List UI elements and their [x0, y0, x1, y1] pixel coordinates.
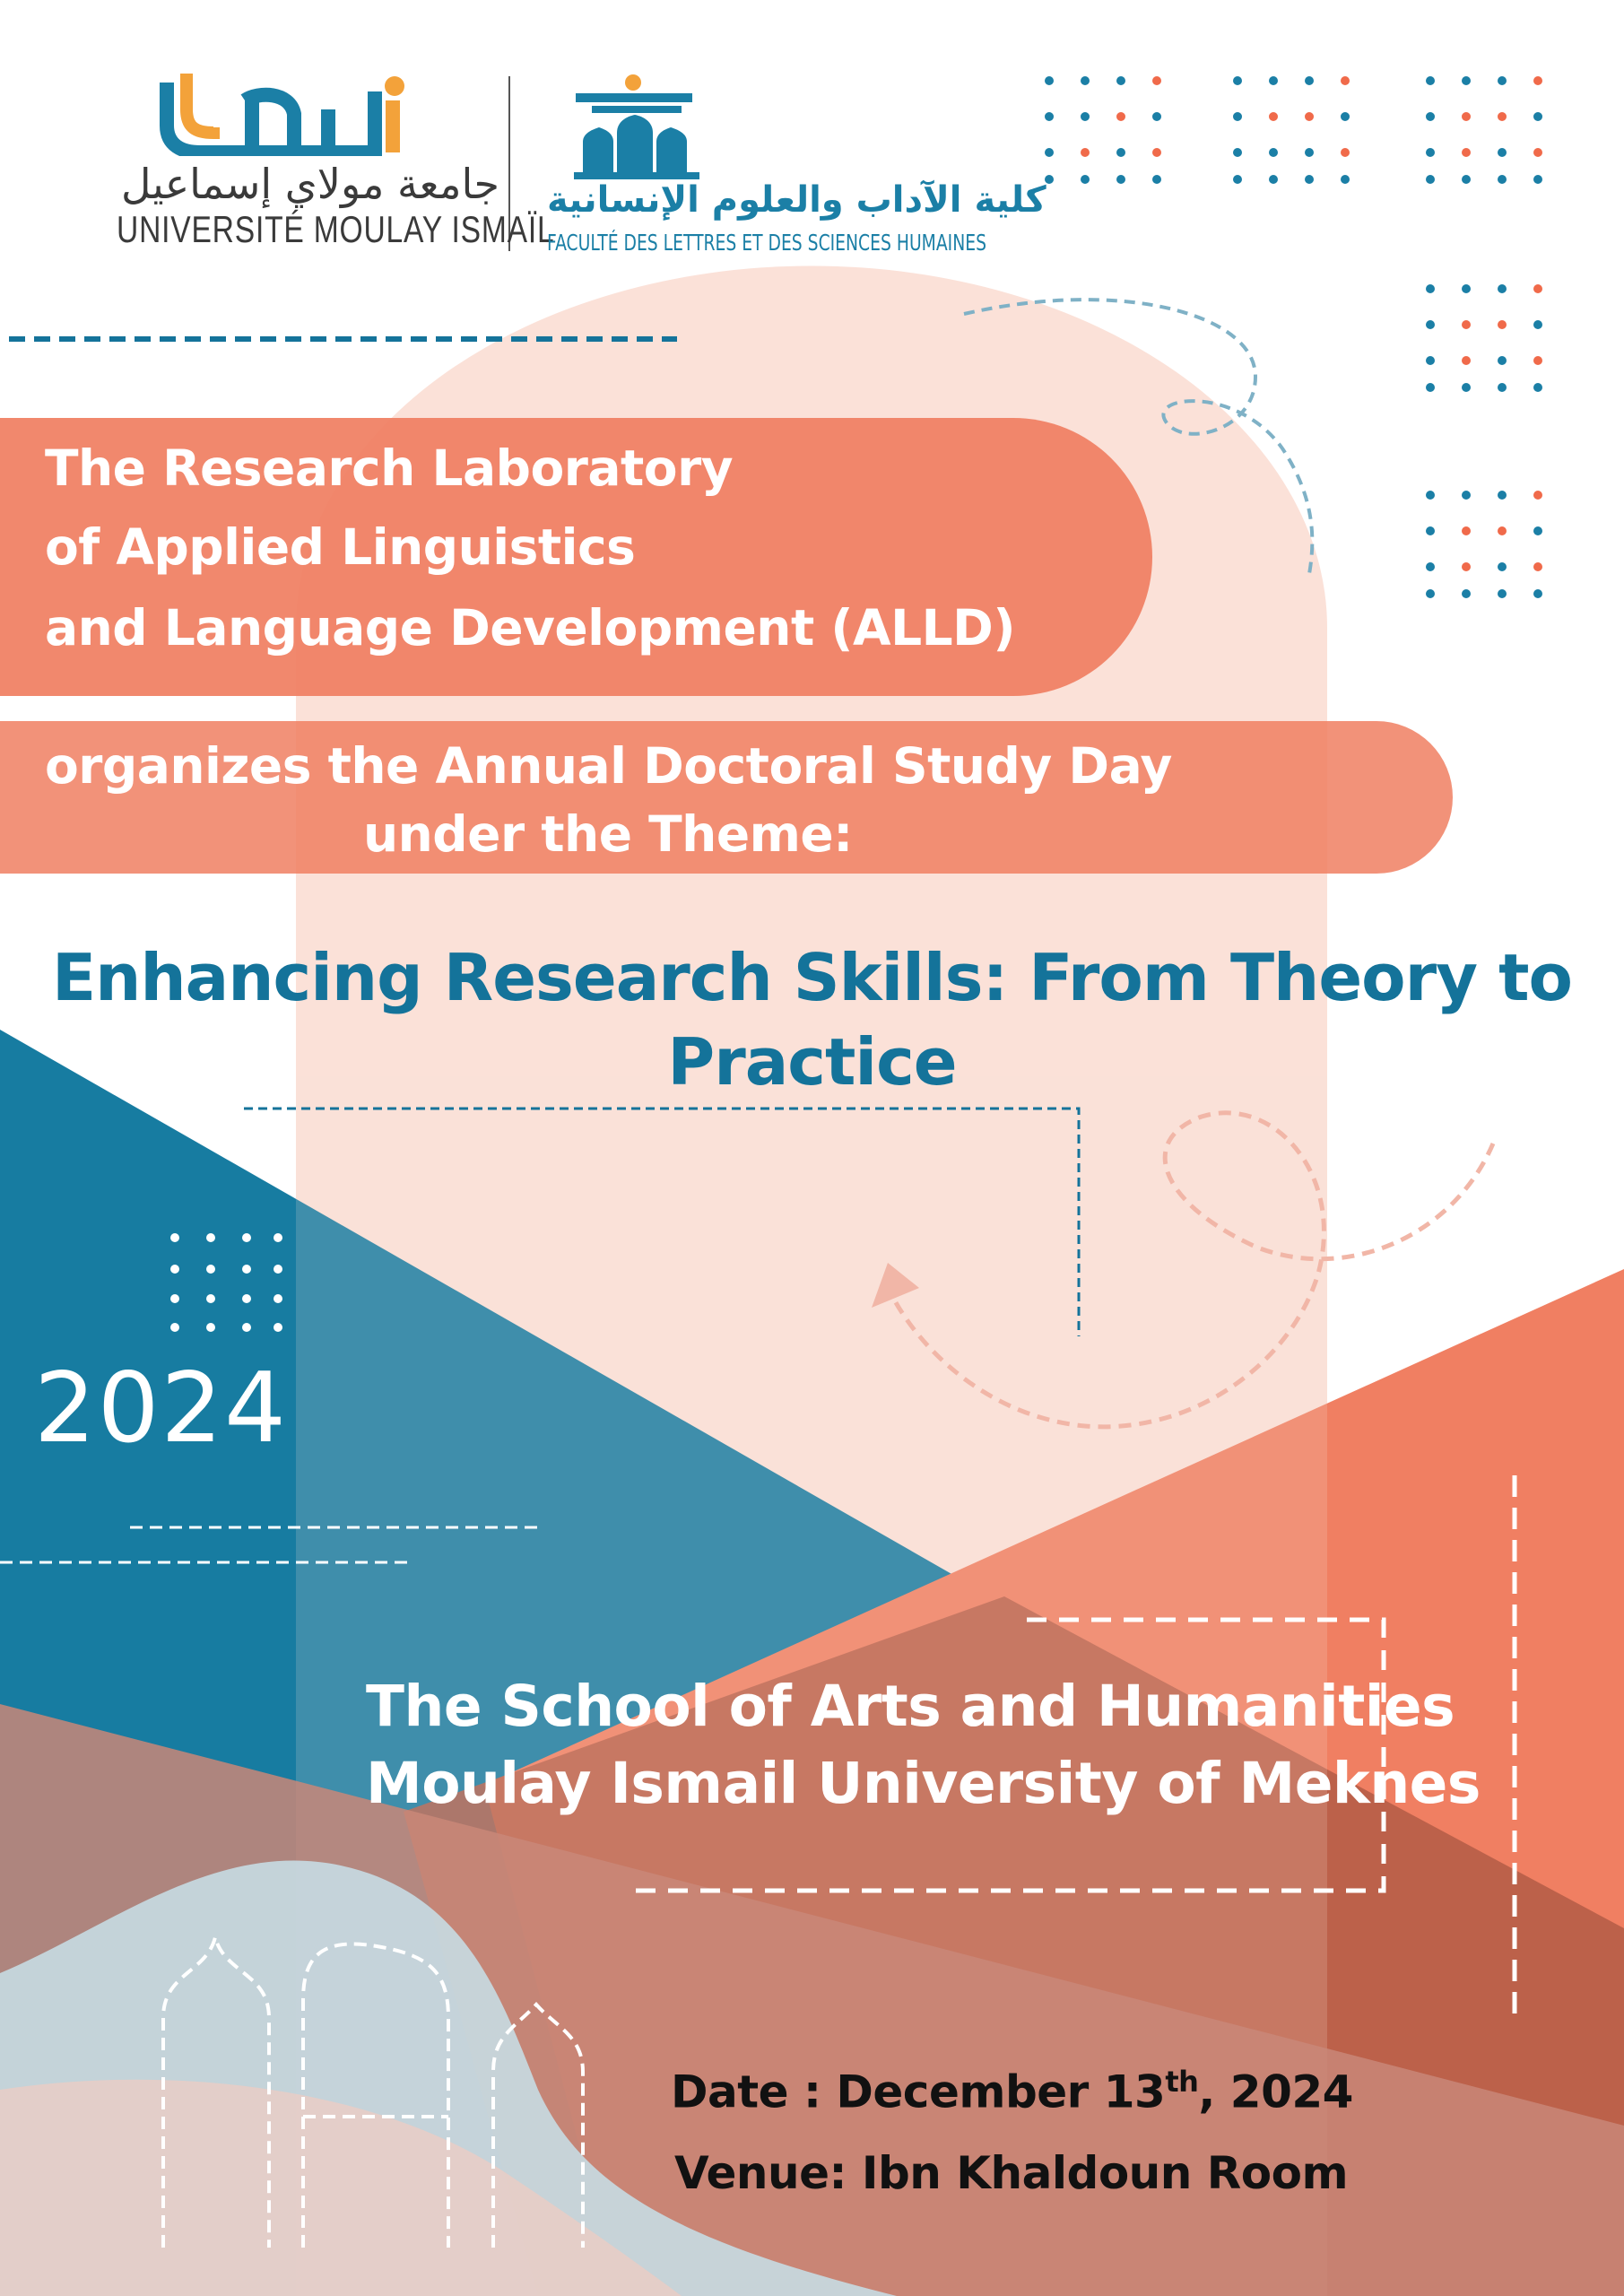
date-value: December 13 — [836, 2066, 1166, 2118]
organizer-line-1: The Research Laboratory — [45, 439, 734, 497]
dot-grid-icon — [166, 1229, 291, 1336]
faculty-arabic-name: كلية الآداب والعلوم الإنسانية — [547, 179, 1046, 221]
announcement-line-1: organizes the Annual Doctoral Study Day — [45, 737, 1172, 795]
umi-wordmark-text — [0, 0, 2, 1]
dot-grid-icon — [1040, 72, 1166, 188]
organizer-line-2: of Applied Linguistics — [45, 518, 636, 576]
venue-line — [674, 2147, 1348, 2199]
theme-title-line-2: Practice — [667, 1024, 957, 1100]
umi-latin-name: UNIVERSITÉ MOULAY ISMAÏL — [117, 208, 555, 250]
dot-grid-icon — [1229, 72, 1354, 188]
organizer-line-3: and Language Development (ALLD) — [45, 599, 1015, 657]
faculty-building-icon — [574, 74, 699, 181]
venue-value: Ibn Khaldoun Room — [861, 2147, 1349, 2199]
venue-label: Venue: — [674, 2147, 847, 2199]
dot-grid-icon — [1421, 486, 1547, 603]
host-line-2: Moulay Ismail University of Meknes — [366, 1751, 1481, 1816]
announcement-line-2: under the Theme: — [363, 805, 853, 863]
umi-arabic-name: جامعة مولاي إسماعيل — [121, 160, 499, 208]
event-year: 2024 — [34, 1352, 288, 1465]
date-line — [671, 2065, 1353, 2118]
dot-grid-icon — [1421, 72, 1547, 188]
date-suffix: th — [1165, 2065, 1199, 2099]
faculty-latin-name: FACULTÉ DES LETTRES ET DES SCIENCES HUMAINES — [547, 230, 986, 256]
theme-title-line-1: Enhancing Research Skills: From Theory to — [51, 940, 1572, 1015]
umi-logo-icon — [160, 74, 429, 156]
date-year: , 2024 — [1198, 2066, 1353, 2118]
date-label: Date : — [671, 2066, 821, 2118]
host-line-1: The School of Arts and Humanities — [366, 1674, 1455, 1739]
dot-grid-icon — [1421, 280, 1547, 396]
